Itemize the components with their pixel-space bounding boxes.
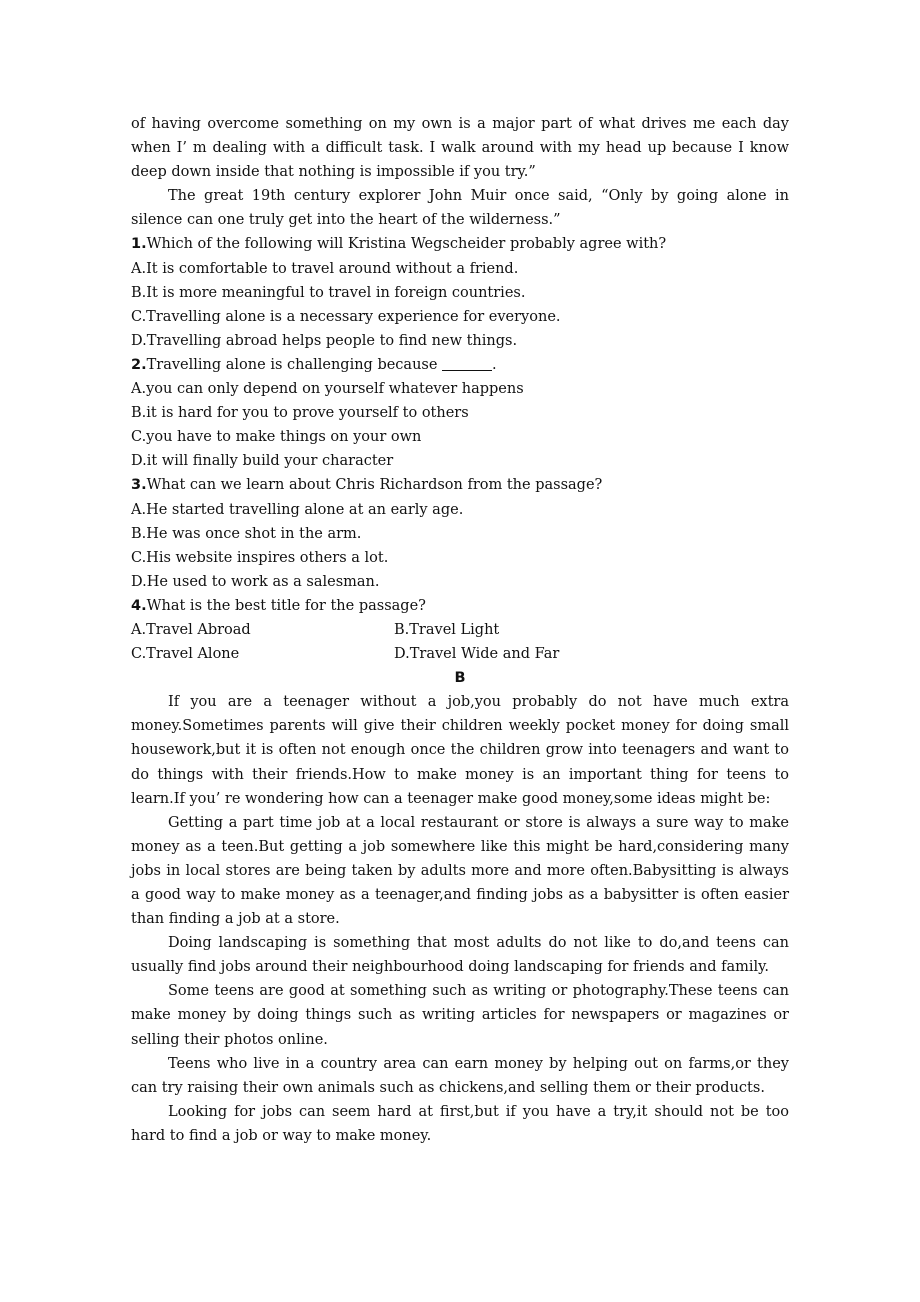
option-d: D.Travelling abroad helps people to find new things. [131,332,518,349]
option-c: C.His website inspires others a lot. [131,549,389,566]
question-2 [131,353,789,473]
question-text: What is the best title for the passage? [146,597,426,614]
question-3 [131,473,789,593]
question-stem [131,232,789,256]
question-number: 3. [131,477,147,494]
option-b: B.It is more meaningful to travel in foreign countries. [131,284,526,301]
question-number: 1. [131,236,147,253]
section-b-paragraph-3: Doing landscaping is something that most adults do not like to do,and teens can usually find jobs around their neighbourhood doing landscaping for friends and family. [131,935,789,976]
question-stem [131,353,789,377]
question-number: 4. [131,597,147,614]
section-b-paragraph-5: Teens who live in a country area can earn money by helping out on farms,or they can try raising their own animals such as chickens,and selling them or their products. [131,1055,789,1096]
intro-paragraph-1: of having overcome something on my own is a major part of what drives me each day when I’ m dealing with a difficult task. I walk around with my head up because I know deep down inside that nothing is impossible if you try.” [131,116,789,181]
option-d: D.Travel Wide and Far [394,646,560,663]
option-b: B.He was once shot in the arm. [131,525,362,542]
options-row-1 [131,618,789,642]
option-a: A.you can only depend on yourself whatever happens [131,381,524,398]
option-c: C.Travel Alone [131,646,240,663]
option-b: B.it is hard for you to prove yourself to others [131,405,469,422]
section-b-paragraph-2: Getting a part time job at a local restaurant or store is always a sure way to make money as a teen.But getting a job somewhere like this might be hard,considering many jobs in local stores are being taken by adults more and more often.Babysitting is always a good way to make money as a teenager,and finding jobs as a babysitter is often easier than finding a job at a store. [131,814,789,928]
question-stem [131,473,789,497]
answer-blank [442,356,492,371]
option-d: D.it will finally build your character [131,453,394,470]
option-a: A.Travel Abroad [131,621,251,638]
options-row-2 [131,642,789,666]
intro-paragraph-2: The great 19th century explorer John Muir once said, “Only by going alone in silence can one truly get into the heart of the wilderness.” [131,188,789,229]
question-text: Travelling alone is challenging because [146,356,443,373]
question-number: 2. [131,356,147,373]
option-c: C.you have to make things on your own [131,429,422,446]
question-1 [131,232,789,352]
option-a: A.It is comfortable to travel around without a friend. [131,260,519,277]
section-b-paragraph-6: Looking for jobs can seem hard at first,but if you have a try,it should not be too hard to find a job or way to make money. [131,1103,789,1144]
section-b-paragraph-4: Some teens are good at something such as writing or photography.These teens can make money by doing things such as writing articles for newspapers or magazines or selling their photos online. [131,983,789,1048]
question-stem [131,594,789,618]
document-page [131,112,789,1148]
question-text: Which of the following will Kristina Wegscheider probably agree with? [146,236,667,253]
question-text-end: . [492,356,497,373]
option-c: C.Travelling alone is a necessary experience for everyone. [131,308,561,325]
section-b-paragraph-1: If you are a teenager without a job,you probably do not have much extra money.Sometimes parents will give their children weekly pocket money for doing small housework,but it is often not enough once the children grow into teenagers and want to do things with their friends.How to make money is an important thing for teens to learn.If you’ re wondering how can a teenager make good money,some ideas might be: [131,694,789,807]
option-d: D.He used to work as a salesman. [131,573,380,590]
option-b: B.Travel Light [394,621,500,638]
option-a: A.He started travelling alone at an early age. [131,501,464,518]
question-4 [131,594,789,666]
section-heading: B [454,670,466,687]
question-text: What can we learn about Chris Richardson from the passage? [146,477,603,494]
